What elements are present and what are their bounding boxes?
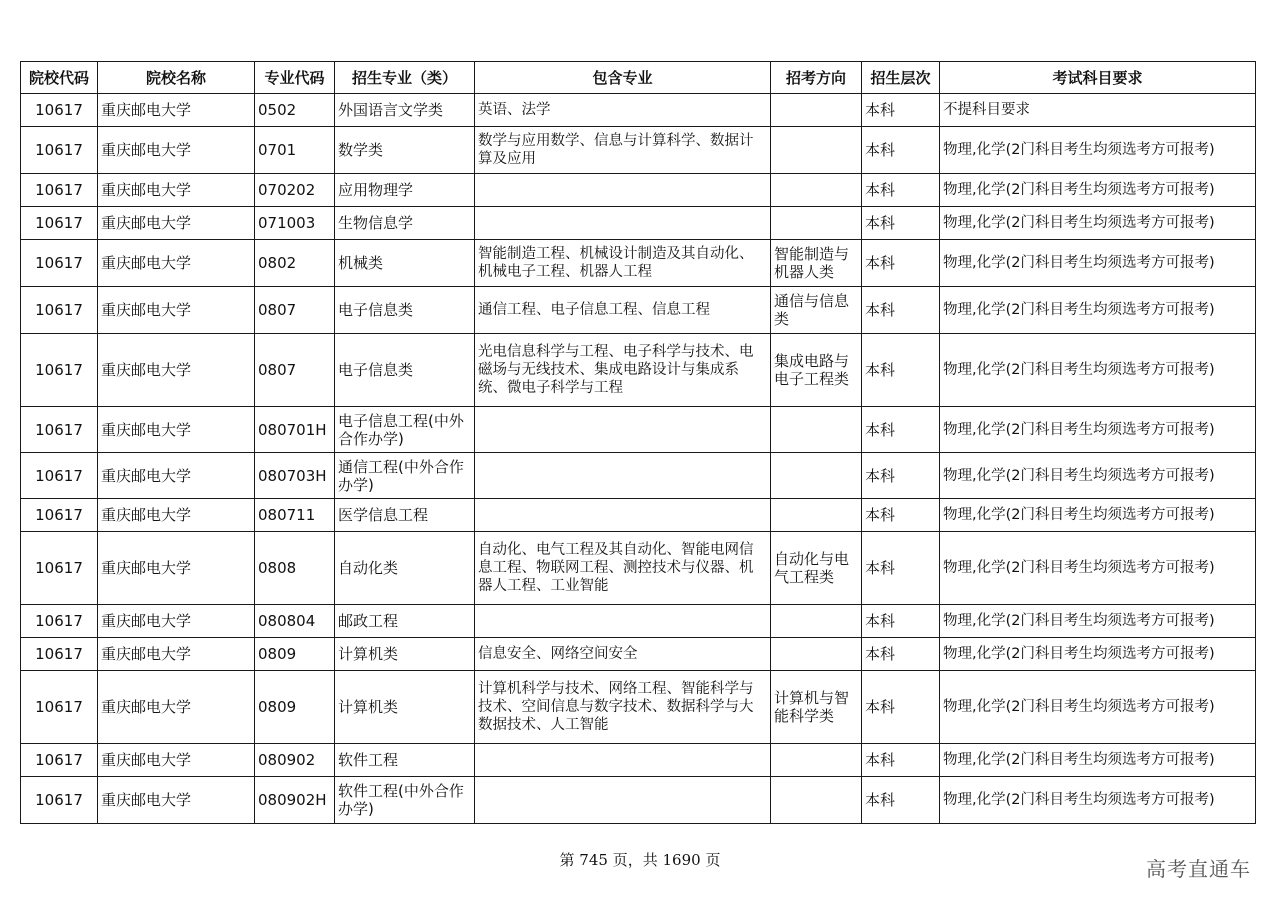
cell-level: 本科 — [862, 744, 940, 777]
cell-school-code: 10617 — [21, 532, 98, 605]
table-row — [21, 334, 1256, 407]
cell-school-code: 10617 — [21, 174, 98, 207]
table-row — [21, 94, 1256, 127]
table-row — [21, 638, 1256, 671]
cell-direction — [771, 777, 862, 824]
cell-major-code: 0807 — [255, 334, 335, 407]
cell-direction — [771, 127, 862, 174]
cell-major-code: 080711 — [255, 499, 335, 532]
table-body — [21, 94, 1256, 824]
table-row — [21, 207, 1256, 240]
cell-major-code: 0807 — [255, 287, 335, 334]
cell-level: 本科 — [862, 605, 940, 638]
table-row — [21, 407, 1256, 453]
cell-level: 本科 — [862, 207, 940, 240]
header-level: 招生层次 — [862, 62, 940, 94]
header-major: 招生专业（类） — [335, 62, 475, 94]
cell-included-majors: 智能制造工程、机械设计制造及其自动化、机械电子工程、机器人工程 — [475, 240, 771, 287]
cell-direction — [771, 744, 862, 777]
total-pages: 1690 — [662, 851, 701, 869]
cell-requirement: 物理,化学(2门科目考生均须选考方可报考) — [940, 453, 1256, 499]
cell-major: 计算机类 — [335, 638, 475, 671]
table-row — [21, 287, 1256, 334]
watermark-text: 高考直通车 — [1146, 857, 1251, 881]
cell-school-name: 重庆邮电大学 — [98, 127, 255, 174]
cell-school-name: 重庆邮电大学 — [98, 207, 255, 240]
table-row — [21, 240, 1256, 287]
cell-major: 通信工程(中外合作办学) — [335, 453, 475, 499]
cell-school-code: 10617 — [21, 499, 98, 532]
cell-requirement: 物理,化学(2门科目考生均须选考方可报考) — [940, 671, 1256, 744]
cell-included-majors — [475, 453, 771, 499]
cell-included-majors: 计算机科学与技术、网络工程、智能科学与技术、空间信息与数字技术、数据科学与大数据技术、人工智能 — [475, 671, 771, 744]
cell-school-name: 重庆邮电大学 — [98, 334, 255, 407]
cell-school-name: 重庆邮电大学 — [98, 744, 255, 777]
cell-major: 机械类 — [335, 240, 475, 287]
cell-included-majors — [475, 777, 771, 824]
cell-level: 本科 — [862, 777, 940, 824]
cell-requirement: 物理,化学(2门科目考生均须选考方可报考) — [940, 174, 1256, 207]
cell-school-name: 重庆邮电大学 — [98, 407, 255, 453]
table-row — [21, 744, 1256, 777]
header-requirement: 考试科目要求 — [940, 62, 1256, 94]
cell-major: 软件工程(中外合作办学) — [335, 777, 475, 824]
cell-school-code: 10617 — [21, 94, 98, 127]
cell-major: 电子信息类 — [335, 334, 475, 407]
cell-school-code: 10617 — [21, 407, 98, 453]
table-row — [21, 671, 1256, 744]
cell-direction: 计算机与智能科学类 — [771, 671, 862, 744]
cell-requirement: 物理,化学(2门科目考生均须选考方可报考) — [940, 638, 1256, 671]
cell-direction — [771, 638, 862, 671]
cell-included-majors: 自动化、电气工程及其自动化、智能电网信息工程、物联网工程、测控技术与仪器、机器人工程、工业智能 — [475, 532, 771, 605]
cell-level: 本科 — [862, 532, 940, 605]
cell-school-code: 10617 — [21, 671, 98, 744]
cell-requirement: 物理,化学(2门科目考生均须选考方可报考) — [940, 407, 1256, 453]
page-suffix: 页 — [705, 851, 721, 869]
cell-school-code: 10617 — [21, 334, 98, 407]
cell-direction: 智能制造与机器人类 — [771, 240, 862, 287]
cell-included-majors: 光电信息科学与工程、电子科学与技术、电磁场与无线技术、集成电路设计与集成系统、微电子科学与工程 — [475, 334, 771, 407]
header-included-majors: 包含专业 — [475, 62, 771, 94]
cell-school-code: 10617 — [21, 127, 98, 174]
admissions-table — [20, 61, 1256, 824]
cell-school-name: 重庆邮电大学 — [98, 532, 255, 605]
cell-requirement: 物理,化学(2门科目考生均须选考方可报考) — [940, 532, 1256, 605]
cell-major-code: 0809 — [255, 671, 335, 744]
cell-level: 本科 — [862, 671, 940, 744]
cell-major-code: 080902H — [255, 777, 335, 824]
cell-direction — [771, 499, 862, 532]
cell-school-code: 10617 — [21, 207, 98, 240]
cell-included-majors: 数学与应用数学、信息与计算科学、数据计算及应用 — [475, 127, 771, 174]
cell-requirement: 物理,化学(2门科目考生均须选考方可报考) — [940, 777, 1256, 824]
cell-major-code: 080804 — [255, 605, 335, 638]
cell-included-majors — [475, 407, 771, 453]
cell-included-majors — [475, 605, 771, 638]
table-row — [21, 532, 1256, 605]
cell-major: 计算机类 — [335, 671, 475, 744]
cell-school-name: 重庆邮电大学 — [98, 499, 255, 532]
header-school-code: 院校代码 — [21, 62, 98, 94]
cell-requirement: 物理,化学(2门科目考生均须选考方可报考) — [940, 287, 1256, 334]
page-number: 745 — [579, 851, 608, 869]
header-direction: 招考方向 — [771, 62, 862, 94]
cell-major: 医学信息工程 — [335, 499, 475, 532]
page-middle: 页，共 — [612, 851, 658, 869]
cell-major: 邮政工程 — [335, 605, 475, 638]
cell-major-code: 0701 — [255, 127, 335, 174]
cell-level: 本科 — [862, 499, 940, 532]
cell-included-majors: 英语、法学 — [475, 94, 771, 127]
cell-school-code: 10617 — [21, 605, 98, 638]
cell-requirement: 不提科目要求 — [940, 94, 1256, 127]
cell-level: 本科 — [862, 407, 940, 453]
header-school-name: 院校名称 — [98, 62, 255, 94]
cell-requirement: 物理,化学(2门科目考生均须选考方可报考) — [940, 499, 1256, 532]
page-number-footer — [0, 849, 1280, 870]
cell-major-code: 0808 — [255, 532, 335, 605]
cell-included-majors — [475, 174, 771, 207]
cell-school-name: 重庆邮电大学 — [98, 174, 255, 207]
cell-direction: 自动化与电气工程类 — [771, 532, 862, 605]
table-header-row — [21, 62, 1256, 94]
cell-major: 生物信息学 — [335, 207, 475, 240]
header-major-code: 专业代码 — [255, 62, 335, 94]
table-row — [21, 499, 1256, 532]
cell-requirement: 物理,化学(2门科目考生均须选考方可报考) — [940, 240, 1256, 287]
cell-direction: 通信与信息类 — [771, 287, 862, 334]
cell-school-name: 重庆邮电大学 — [98, 287, 255, 334]
cell-requirement: 物理,化学(2门科目考生均须选考方可报考) — [940, 207, 1256, 240]
cell-school-name: 重庆邮电大学 — [98, 638, 255, 671]
cell-major-code: 0502 — [255, 94, 335, 127]
cell-school-code: 10617 — [21, 777, 98, 824]
cell-requirement: 物理,化学(2门科目考生均须选考方可报考) — [940, 334, 1256, 407]
table-row — [21, 453, 1256, 499]
cell-direction — [771, 453, 862, 499]
cell-included-majors — [475, 499, 771, 532]
cell-level: 本科 — [862, 638, 940, 671]
cell-school-code: 10617 — [21, 287, 98, 334]
cell-major: 电子信息工程(中外合作办学) — [335, 407, 475, 453]
cell-major: 应用物理学 — [335, 174, 475, 207]
cell-school-name: 重庆邮电大学 — [98, 605, 255, 638]
cell-included-majors — [475, 744, 771, 777]
cell-level: 本科 — [862, 453, 940, 499]
cell-school-code: 10617 — [21, 744, 98, 777]
cell-direction — [771, 174, 862, 207]
table-row — [21, 777, 1256, 824]
table-row — [21, 605, 1256, 638]
cell-school-code: 10617 — [21, 638, 98, 671]
cell-direction — [771, 94, 862, 127]
cell-major: 自动化类 — [335, 532, 475, 605]
cell-school-name: 重庆邮电大学 — [98, 671, 255, 744]
cell-major: 外国语言文学类 — [335, 94, 475, 127]
cell-level: 本科 — [862, 240, 940, 287]
cell-included-majors: 通信工程、电子信息工程、信息工程 — [475, 287, 771, 334]
cell-major-code: 0809 — [255, 638, 335, 671]
cell-major: 数学类 — [335, 127, 475, 174]
cell-level: 本科 — [862, 94, 940, 127]
cell-level: 本科 — [862, 174, 940, 207]
cell-included-majors — [475, 207, 771, 240]
cell-requirement: 物理,化学(2门科目考生均须选考方可报考) — [940, 744, 1256, 777]
cell-major: 软件工程 — [335, 744, 475, 777]
cell-school-name: 重庆邮电大学 — [98, 240, 255, 287]
cell-major-code: 080703H — [255, 453, 335, 499]
cell-major: 电子信息类 — [335, 287, 475, 334]
cell-level: 本科 — [862, 127, 940, 174]
cell-school-code: 10617 — [21, 240, 98, 287]
cell-major-code: 070202 — [255, 174, 335, 207]
page-prefix: 第 — [559, 851, 575, 869]
cell-direction — [771, 407, 862, 453]
cell-direction — [771, 605, 862, 638]
cell-major-code: 080902 — [255, 744, 335, 777]
cell-direction: 集成电路与电子工程类 — [771, 334, 862, 407]
cell-school-code: 10617 — [21, 453, 98, 499]
cell-school-name: 重庆邮电大学 — [98, 777, 255, 824]
cell-level: 本科 — [862, 287, 940, 334]
cell-major-code: 071003 — [255, 207, 335, 240]
cell-level: 本科 — [862, 334, 940, 407]
cell-included-majors: 信息安全、网络空间安全 — [475, 638, 771, 671]
table-row — [21, 127, 1256, 174]
table-row — [21, 174, 1256, 207]
cell-requirement: 物理,化学(2门科目考生均须选考方可报考) — [940, 605, 1256, 638]
cell-requirement: 物理,化学(2门科目考生均须选考方可报考) — [940, 127, 1256, 174]
cell-major-code: 080701H — [255, 407, 335, 453]
cell-school-name: 重庆邮电大学 — [98, 453, 255, 499]
cell-major-code: 0802 — [255, 240, 335, 287]
cell-school-name: 重庆邮电大学 — [98, 94, 255, 127]
cell-direction — [771, 207, 862, 240]
